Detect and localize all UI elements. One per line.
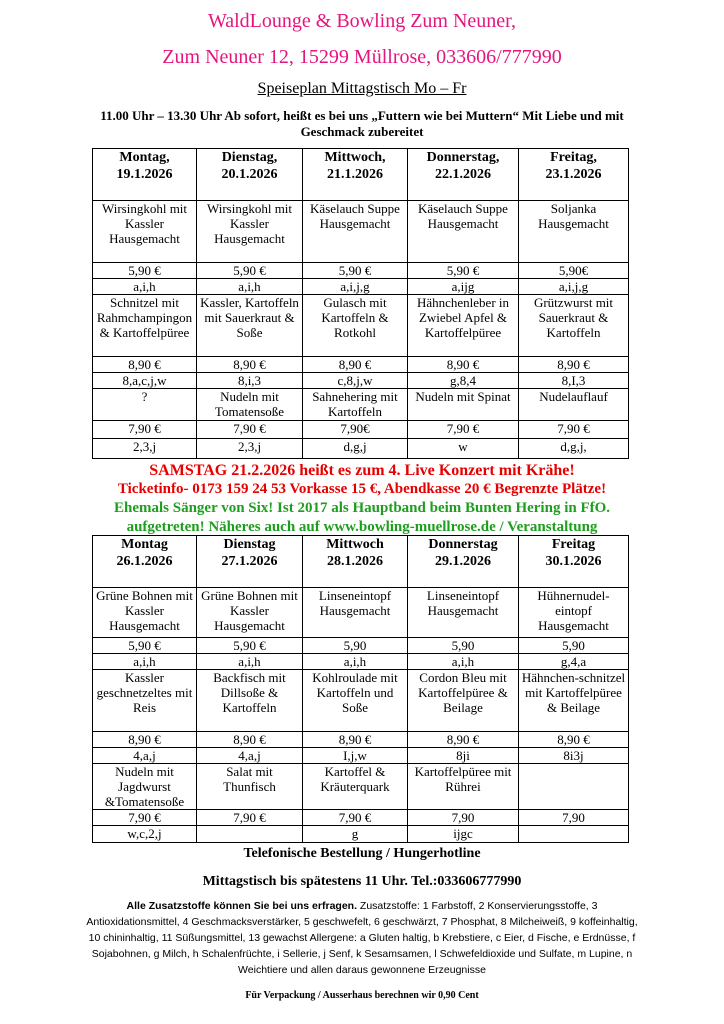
week1-day-header xyxy=(519,149,629,201)
dish-cell: Käselauch Suppe Hausgemacht xyxy=(303,201,408,263)
day-name: Dienstag, xyxy=(221,150,278,165)
codes-cell: d,g,j xyxy=(303,439,408,459)
week2-dish-row xyxy=(93,764,629,810)
week2-dish-row xyxy=(93,588,629,638)
dish-cell: Nudeln mit Jagdwurst &Tomatensoße xyxy=(93,764,197,810)
dish-cell: Kartoffelpüree mit Rührei xyxy=(408,764,519,810)
day-date: 26.1.2026 xyxy=(116,554,173,569)
week1-day-header xyxy=(93,149,197,201)
price-cell: 7,90 € xyxy=(519,421,629,439)
day-name: Montag, xyxy=(119,150,170,165)
codes-cell: c,8,j,w xyxy=(303,373,408,389)
codes-cell: a,ijg xyxy=(408,279,519,295)
price-cell: 7,90 € xyxy=(303,810,408,826)
price-cell: 5,90 € xyxy=(408,263,519,279)
price-cell: 5,90 xyxy=(303,638,408,654)
codes-cell: 4,a,j xyxy=(93,748,197,764)
week2-menu-table xyxy=(92,535,629,843)
codes-cell: 4,a,j xyxy=(197,748,303,764)
week1-dish-row xyxy=(93,201,629,263)
day-date: 19.1.2026 xyxy=(116,167,173,182)
day-date: 20.1.2026 xyxy=(221,167,278,182)
week1-menu-table xyxy=(92,148,629,459)
codes-cell: 2,3,j xyxy=(93,439,197,459)
week1-header-row xyxy=(93,149,629,201)
week1-codes-row xyxy=(93,373,629,389)
allergen-info-lead: Alle Zusatzstoffe können Sie bei uns erfragen. xyxy=(126,900,357,912)
dish-cell: Grüne Bohnen mit Kassler Hausgemacht xyxy=(197,588,303,638)
week1-price-row xyxy=(93,421,629,439)
day-name: Mittwoch, xyxy=(324,150,386,165)
codes-cell: a,i,j,g xyxy=(519,279,629,295)
concert-band-info: Ehemals Sänger von Six! Ist 2017 als Hauptband beim Bunten Hering in FfO. xyxy=(113,500,611,516)
day-date: 29.1.2026 xyxy=(435,554,491,569)
week1-dish-row xyxy=(93,295,629,357)
codes-cell xyxy=(519,826,629,843)
day-date: 21.1.2026 xyxy=(327,167,383,182)
price-cell: 8,90 € xyxy=(303,732,408,748)
price-cell: 7,90 € xyxy=(197,810,303,826)
price-cell: 8,90 € xyxy=(303,357,408,373)
week1-codes-row xyxy=(93,279,629,295)
codes-cell: g xyxy=(303,826,408,843)
codes-cell: 8,i,3 xyxy=(197,373,303,389)
day-date: 23.1.2026 xyxy=(545,167,602,182)
day-date: 30.1.2026 xyxy=(545,554,602,569)
dish-cell: Wirsingkohl mit Kassler Hausgemacht xyxy=(197,201,303,263)
codes-cell: d,g,j, xyxy=(519,439,629,459)
dish-cell: Linseneintopf Hausgemacht xyxy=(303,588,408,638)
packaging-note: Für Verpackung / Ausserhaus berechnen wir 0,90 Cent xyxy=(245,990,479,1001)
price-cell: 8,90 € xyxy=(519,357,629,373)
dish-cell: Nudeln mit Spinat xyxy=(408,389,519,421)
restaurant-address: Zum Neuner 12, 15299 Müllrose, 033606/777990 xyxy=(162,46,562,68)
menu-subtitle: Speiseplan Mittagstisch Mo – Fr xyxy=(257,80,467,97)
codes-cell: a,i,h xyxy=(93,654,197,670)
price-cell: 8,90 € xyxy=(197,357,303,373)
restaurant-name: WaldLounge & Bowling Zum Neuner, xyxy=(207,10,517,32)
codes-cell: w xyxy=(408,439,519,459)
price-cell: 7,90€ xyxy=(303,421,408,439)
dish-cell: Kassler geschnetzeltes mit Reis xyxy=(93,670,197,732)
dish-cell: Hühnernudel-eintopf Hausgemacht xyxy=(519,588,629,638)
dish-cell: Wirsingkohl mit Kassler Hausgemacht xyxy=(93,201,197,263)
codes-cell: a,i,h xyxy=(197,654,303,670)
week1-day-header xyxy=(197,149,303,201)
codes-cell: a,i,j,g xyxy=(303,279,408,295)
week2-day-header xyxy=(93,536,197,588)
codes-cell xyxy=(197,826,303,843)
dish-cell: Käselauch Suppe Hausgemacht xyxy=(408,201,519,263)
week2-day-header xyxy=(408,536,519,588)
day-date: 27.1.2026 xyxy=(221,554,278,569)
week2-price-row xyxy=(93,732,629,748)
dish-cell: Nudeln mit Tomatensoße xyxy=(197,389,303,421)
dish-cell: Cordon Bleu mit Kartoffelpüree & Beilage xyxy=(408,670,519,732)
price-cell: 8,90 € xyxy=(519,732,629,748)
dish-cell xyxy=(519,764,629,810)
codes-cell: 2,3,j xyxy=(197,439,303,459)
dish-cell: Nudelauflauf xyxy=(519,389,629,421)
dish-cell: Kohlroulade mit Kartoffeln und Soße xyxy=(303,670,408,732)
codes-cell: 8,a,c,j,w xyxy=(93,373,197,389)
price-cell: 7,90 € xyxy=(408,421,519,439)
day-name: Donnerstag xyxy=(428,537,498,552)
day-name: Mittwoch xyxy=(326,537,384,552)
week2-day-header xyxy=(197,536,303,588)
week1-price-row xyxy=(93,263,629,279)
dish-cell: Hähnchenleber in Zwiebel Apfel & Kartoffelpüree xyxy=(408,295,519,357)
codes-cell: g,8,4 xyxy=(408,373,519,389)
week2-day-header xyxy=(519,536,629,588)
week2-dish-row xyxy=(93,670,629,732)
price-cell: 8,90 € xyxy=(93,732,197,748)
week2-price-row xyxy=(93,638,629,654)
price-cell: 5,90 € xyxy=(93,263,197,279)
codes-cell: g,4,a xyxy=(519,654,629,670)
price-cell: 5,90 xyxy=(519,638,629,654)
price-cell: 8,90 € xyxy=(93,357,197,373)
dish-cell: Kassler, Kartoffeln mit Sauerkraut & Soße xyxy=(197,295,303,357)
price-cell: 5,90 € xyxy=(93,638,197,654)
price-cell: 5,90€ xyxy=(519,263,629,279)
dish-cell: Salat mit Thunfisch xyxy=(197,764,303,810)
price-cell: 8,90 € xyxy=(408,357,519,373)
day-name: Dienstag xyxy=(223,537,276,552)
day-name: Donnerstag, xyxy=(426,150,500,165)
price-cell: 7,90 xyxy=(408,810,519,826)
dish-cell: Sahnehering mit Kartoffeln xyxy=(303,389,408,421)
price-cell: 5,90 xyxy=(408,638,519,654)
concert-more-info: aufgetreten! Näheres auch auf www.bowling-muellrose.de / Veranstaltung xyxy=(126,519,598,535)
week1-day-header xyxy=(408,149,519,201)
day-date: 28.1.2026 xyxy=(327,554,383,569)
dish-cell: Hähnchen-schnitzel mit Kartoffelpüree & Beilage xyxy=(519,670,629,732)
dish-cell: Linseneintopf Hausgemacht xyxy=(408,588,519,638)
day-date: 22.1.2026 xyxy=(435,167,491,182)
codes-cell: I,j,w xyxy=(303,748,408,764)
dish-cell: Backfisch mit Dillsoße & Kartoffeln xyxy=(197,670,303,732)
allergen-info-text: Zusatzstoffe: 1 Farbstoff, 2 Konservierungsstoffe, 3 Antioxidationsmittel, 4 Geschmacksverstärker, 5 geschwefelt, 6 geschwärzt, 7 Phosphat, 8 Milcheiweiß, 9 koffeinhaltig, 10 chininhaltig, 11 Süßungsmittel, 13 gewachst Allergene: a Gluten haltig, b Krebstiere, c Eier, d Fische, e Erdnüsse, f Sojabohnen, g Milch, h Schalenfrüchte, i Sellerie, j Senf, k Sesamsamen, l Schwefeldioxide und Sulfate, m Lupine, n Weichtiere und allen daraus gewonnene Erzeugnisse xyxy=(86,900,638,976)
dish-cell: ? xyxy=(93,389,197,421)
dish-cell: Schnitzel mit Rahmchampingon & Kartoffelpüree xyxy=(93,295,197,357)
dish-cell: Gulasch mit Kartoffeln & Rotkohl xyxy=(303,295,408,357)
dish-cell: Soljanka Hausgemacht xyxy=(519,201,629,263)
week2-price-row xyxy=(93,810,629,826)
allergen-info xyxy=(84,898,640,978)
phone-order-line: Telefonische Bestellung / Hungerhotline xyxy=(243,846,481,861)
price-cell: 7,90 € xyxy=(197,421,303,439)
week2-codes-row xyxy=(93,748,629,764)
week1-day-header xyxy=(303,149,408,201)
concert-notice-title: SAMSTAG 21.2.2026 heißt es zum 4. Live Konzert mit Krähe! xyxy=(149,462,575,479)
codes-cell: 8i3j xyxy=(519,748,629,764)
price-cell: 8,90 € xyxy=(197,732,303,748)
day-name: Montag xyxy=(121,537,168,552)
codes-cell: 8,I,3 xyxy=(519,373,629,389)
codes-cell: a,i,h xyxy=(303,654,408,670)
codes-cell: 8ji xyxy=(408,748,519,764)
dish-cell: Kartoffel & Kräuterquark xyxy=(303,764,408,810)
menu-intro: 11.00 Uhr – 13.30 Uhr Ab sofort, heißt es bei uns „Futtern wie bei Muttern“ Mit Liebe und mit Geschmack zubereitet xyxy=(100,108,624,139)
price-cell: 7,90 xyxy=(519,810,629,826)
price-cell: 8,90 € xyxy=(408,732,519,748)
codes-cell: a,i,h xyxy=(93,279,197,295)
week1-dish-row xyxy=(93,389,629,421)
price-cell: 5,90 € xyxy=(197,263,303,279)
price-cell: 7,90 € xyxy=(93,421,197,439)
week1-codes-row xyxy=(93,439,629,459)
week1-price-row xyxy=(93,357,629,373)
deadline-line: Mittagstisch bis spätestens 11 Uhr. Tel.:033606777990 xyxy=(202,874,522,889)
price-cell: 5,90 € xyxy=(197,638,303,654)
week2-codes-row xyxy=(93,826,629,843)
day-name: Freitag xyxy=(551,537,596,552)
week2-header-row xyxy=(93,536,629,588)
week2-codes-row xyxy=(93,654,629,670)
codes-cell: a,i,h xyxy=(408,654,519,670)
week2-day-header xyxy=(303,536,408,588)
dish-cell: Grüne Bohnen mit Kassler Hausgemacht xyxy=(93,588,197,638)
price-cell: 7,90 € xyxy=(93,810,197,826)
codes-cell: ijgc xyxy=(408,826,519,843)
codes-cell: w,c,2,j xyxy=(93,826,197,843)
price-cell: 5,90 € xyxy=(303,263,408,279)
codes-cell: a,i,h xyxy=(197,279,303,295)
day-name: Freitag, xyxy=(550,150,597,165)
concert-ticket-info: Ticketinfo- 0173 159 24 53 Vorkasse 15 €, Abendkasse 20 € Begrenzte Plätze! xyxy=(117,481,607,497)
dish-cell: Grützwurst mit Sauerkraut & Kartoffeln xyxy=(519,295,629,357)
